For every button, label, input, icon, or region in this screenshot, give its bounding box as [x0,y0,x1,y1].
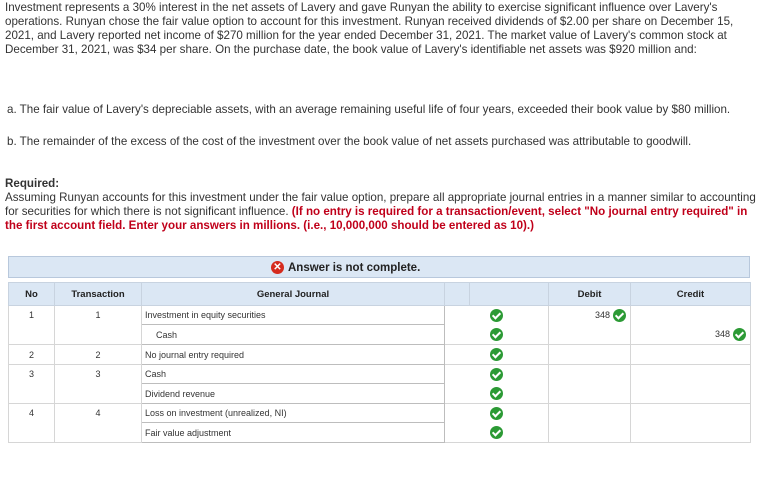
check-icon [733,328,746,341]
debit-field[interactable] [549,404,631,423]
row-transaction: 2 [55,345,142,365]
debit-field[interactable] [549,384,631,404]
account-field[interactable]: Cash [142,325,445,345]
row-no: 2 [9,345,55,365]
header-general-journal: General Journal [142,283,445,306]
row-transaction: 1 [55,306,142,325]
check-icon [490,348,503,361]
debit-field[interactable] [549,365,631,384]
row-no: 4 [9,404,55,423]
table-row [9,423,751,443]
journal-table [8,282,751,443]
debit-field[interactable] [549,345,631,365]
table-row [9,384,751,404]
account-field[interactable]: Loss on investment (unrealized, NI) [142,404,445,423]
account-field[interactable]: No journal entry required [142,345,445,365]
credit-field[interactable] [631,345,751,365]
row-no: 1 [9,306,55,325]
required-instructions: (If no entry is required for a transaction/event, select "No journal entry required" in the first account field. Enter your answers in millions. (i.e., 10,000,000 should be entered as 10).) [5,205,748,232]
account-field[interactable]: Investment in equity securities [142,306,445,325]
table-row [9,345,751,365]
check-icon [490,426,503,439]
required-body [5,191,757,233]
header-debit: Debit [549,283,631,306]
row-transaction: 3 [55,365,142,384]
debit-field[interactable] [549,423,631,443]
debit-field[interactable]: 348 [594,310,610,321]
x-circle-icon: ✕ [271,261,284,274]
table-row [9,365,751,384]
required-heading: Required: [5,177,60,190]
table-row [9,325,751,345]
credit-field[interactable] [631,404,751,423]
header-no: No [9,283,55,306]
account-field[interactable]: Fair value adjustment [142,423,445,443]
account-field[interactable]: Dividend revenue [142,384,445,404]
header-credit: Credit [631,283,751,306]
credit-field[interactable] [631,423,751,443]
answer-status-banner [8,256,750,278]
table-row [9,306,751,325]
check-icon [490,368,503,381]
credit-field[interactable] [631,365,751,384]
row-no: 3 [9,365,55,384]
credit-field[interactable] [631,306,751,325]
debit-field[interactable] [549,325,631,345]
answer-status-text: Answer is not complete. [288,261,421,274]
problem-item-b: b. The remainder of the excess of the cost of the investment over the book value of net assets purchased was attributable to goodwill. [7,135,692,148]
header-transaction: Transaction [55,283,142,306]
check-icon [490,407,503,420]
credit-field[interactable]: 348 [714,329,730,340]
required-text: Assuming Runyan accounts for this investment under the fair value option, prepare all appropriate journal entries in a manner similar to accounting for securities for which there is not significant influence. [5,191,756,218]
check-icon [490,387,503,400]
table-row [9,404,751,423]
row-transaction: 4 [55,404,142,423]
check-icon [490,328,503,341]
account-field[interactable]: Cash [142,365,445,384]
credit-field[interactable] [631,384,751,404]
problem-item-a: a. The fair value of Lavery's depreciable assets, with an average remaining useful life of four years, exceeded their book value by $80 million. [7,103,731,116]
problem-intro: Investment represents a 30% interest in the net assets of Lavery and gave Runyan the ability to exercise significant influence over Lavery's operations. Runyan chose the fair value option to account for this investment. Runyan received dividends of $2.00 per share on December 15, 2021, and Lavery reported net income of $270 million for the year ended December 31, 2021. The market value of Lavery's common stock at December 31, 2021, was $34 per share. On the purchase date, the book value of Lavery's identifiable net assets was $920 million and: [5,1,734,56]
table-header-row [9,283,751,306]
check-icon [490,309,503,322]
check-icon [613,309,626,322]
